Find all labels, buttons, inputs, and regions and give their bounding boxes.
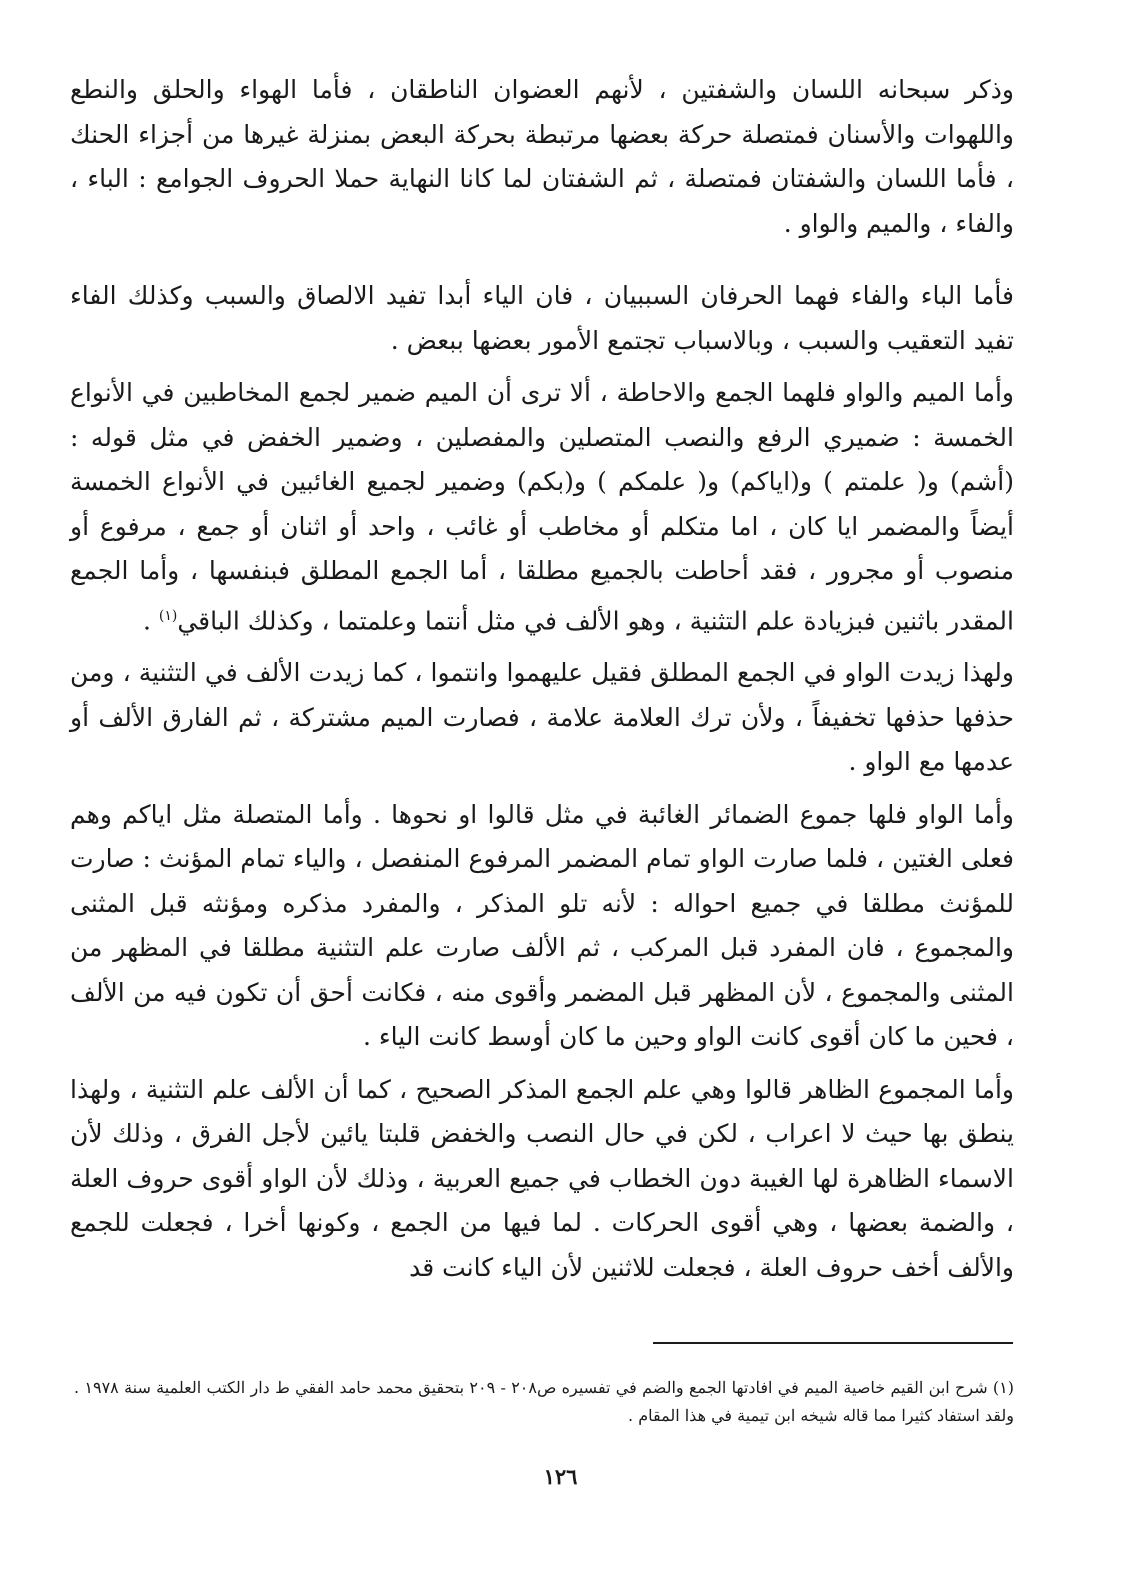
page-number: ١٢٦ xyxy=(543,1464,578,1489)
paragraph-5: وأما الواو فلها جموع الضمائر الغائبة في مثل قالوا او نحوها . وأما المتصلة مثل اياكم وهم فعلى الغتين ، فلما صارت الواو تمام المضمر المرفوع المنفصل ، والياء تمام المؤنث : صارت للمؤنث مطلقا في جميع احواله : لأنه تلو المذكر ، والمفرد مذكره ومؤنثه قبل المثنى والمجموع ، فان المفرد قبل المركب ، ثم الألف صارت علم التثنية مطلقا في المظهر من المثنى والمجموع ، لأن المظهر قبل المضمر وأقوى منه ، فكانت أحق أن تكون فيه من الألف ، فحين ما كان أقوى كانت الواو وحين ما كان أوسط كانت الياء . xyxy=(70,799,1014,1052)
paragraph-4: ولهذا زيدت الواو في الجمع المطلق فقيل عليهموا وانتموا ، كما زيدت الألف في التثنية ، ومن حذفها حذفها تخفيفاً ، ولأن ترك العلامة علامة ، فصارت الميم مشتركة ، ثم الفارق الألف أو عدمها مع الواو . xyxy=(70,658,1014,777)
paragraph-6: وأما المجموع الظاهر قالوا وهي علم الجمع المذكر الصحيح ، كما أن الألف علم التثنية ، ولهذا ينطق بها حيث لا اعراب ، لكن في حال النصب والخفض قلبتا يائين لأجل الفرق ، وذلك لأن الاسماء الظاهرة لها الغيبة دون الخطاب في جميع العربية ، وذلك لأن الواو أقوى حروف العلة ، والضمة بعضها ، وهي أقوى الحركات . لما فيها من الجمع ، وكونها أخرا ، فجعلت للجمع والألف أخف حروف العلة ، فجعلت للاثنين لأن الياء كانت قد xyxy=(70,1074,1014,1282)
paragraph-2: فأما الباء والفاء فهما الحرفان السببيان ، فان الياء أبدا تفيد الالصاق والسبب وكذلك الفاء تفيد التعقيب والسبب ، وبالاسباب تجتمع الأمور بعضها ببعض . xyxy=(70,281,1014,355)
paragraph-3: وأما الميم والواو فلهما الجمع والاحاطة ، ألا ترى أن الميم ضمير لجمع المخاطبين في الأنواع الخمسة : ضميري الرفع والنصب المتصلين والمفصلين ، وضمير الخفض في مثل قوله : (أشم) و( علمتم ) و(اياكم) و( علمكم ) و(بكم) وضمير لجميع الغائبين في الأنواع الخمسة أيضاً والمضمر ايا كان ، اما متكلم أو مخاطب أو غائب ، واحد أو اثنان أو جمع ، مرفوع أو منصوب أو مجرور ، فقد أحاطت بالجميع مطلقا ، أما الجمع المطلق فبنفسها ، وأما الجمع المقدر باثنين فبزيادة علم التثنية ، وهو الألف في مثل أنتما وعلمتما ، وكذلك الباقي$^{(١)}$ . xyxy=(70,378,1014,635)
paragraph-1: وذكر سبحانه اللسان والشفتين ، لأنهم العضوان الناطقان ، فأما الهواء والحلق والنطع واللهوات والأسنان فمتصلة حركة بعضها مرتبطة بحركة البعض بمنزلة غيرها من أجزاء الحنك ، فأما اللسان والشفتان فمتصلة ، ثم الشفتان لما كانا النهاية حملا الحروف الجوامع : الباء ، والفاء ، والميم والواو . xyxy=(70,75,1014,238)
footnote-reference: (١) xyxy=(158,607,178,624)
footnote-divider xyxy=(653,1342,1013,1344)
paragraph-3-text: وأما الميم والواو فلهما الجمع والاحاطة ، ألا ترى أن الميم ضمير لجمع المخاطبين في الأنواع الخمسة : ضميري الرفع والنصب المتصلين والمفصلين ، وضمير الخفض في مثل قوله : (أشم) و( علمتم ) و(اياكم) و( علمكم ) و(بكم) وضمير لجميع الغائبين في الأنواع الخمسة أيضاً والمضمر ايا كان ، اما متكلم أو مخاطب أو غائب ، واحد أو اثنان أو جمع ، مرفوع أو منصوب أو مجرور ، فقد أحاطت بالجميع مطلقا ، أما الجمع المطلق فبنفسها ، وأما الجمع المقدر باثنين فبزيادة علم التثنية ، وهو الألف في مثل أنتما وعلمتما ، وكذلك الباقي xyxy=(70,378,1014,635)
footnote: (١) شرح ابن القيم خاصية الميم في افادتها الجمع والضم في تفسيره ص٢٠٨ - ٢٠٩ بتحقيق محمد حامد الفقي ط دار الكتب العلمية سنة ١٩٧٨ . ولقد استفاد كثيرا مما قاله شيخه ابن تيمية في هذا المقام . xyxy=(74,1378,1015,1425)
page-body xyxy=(70,68,1014,1290)
